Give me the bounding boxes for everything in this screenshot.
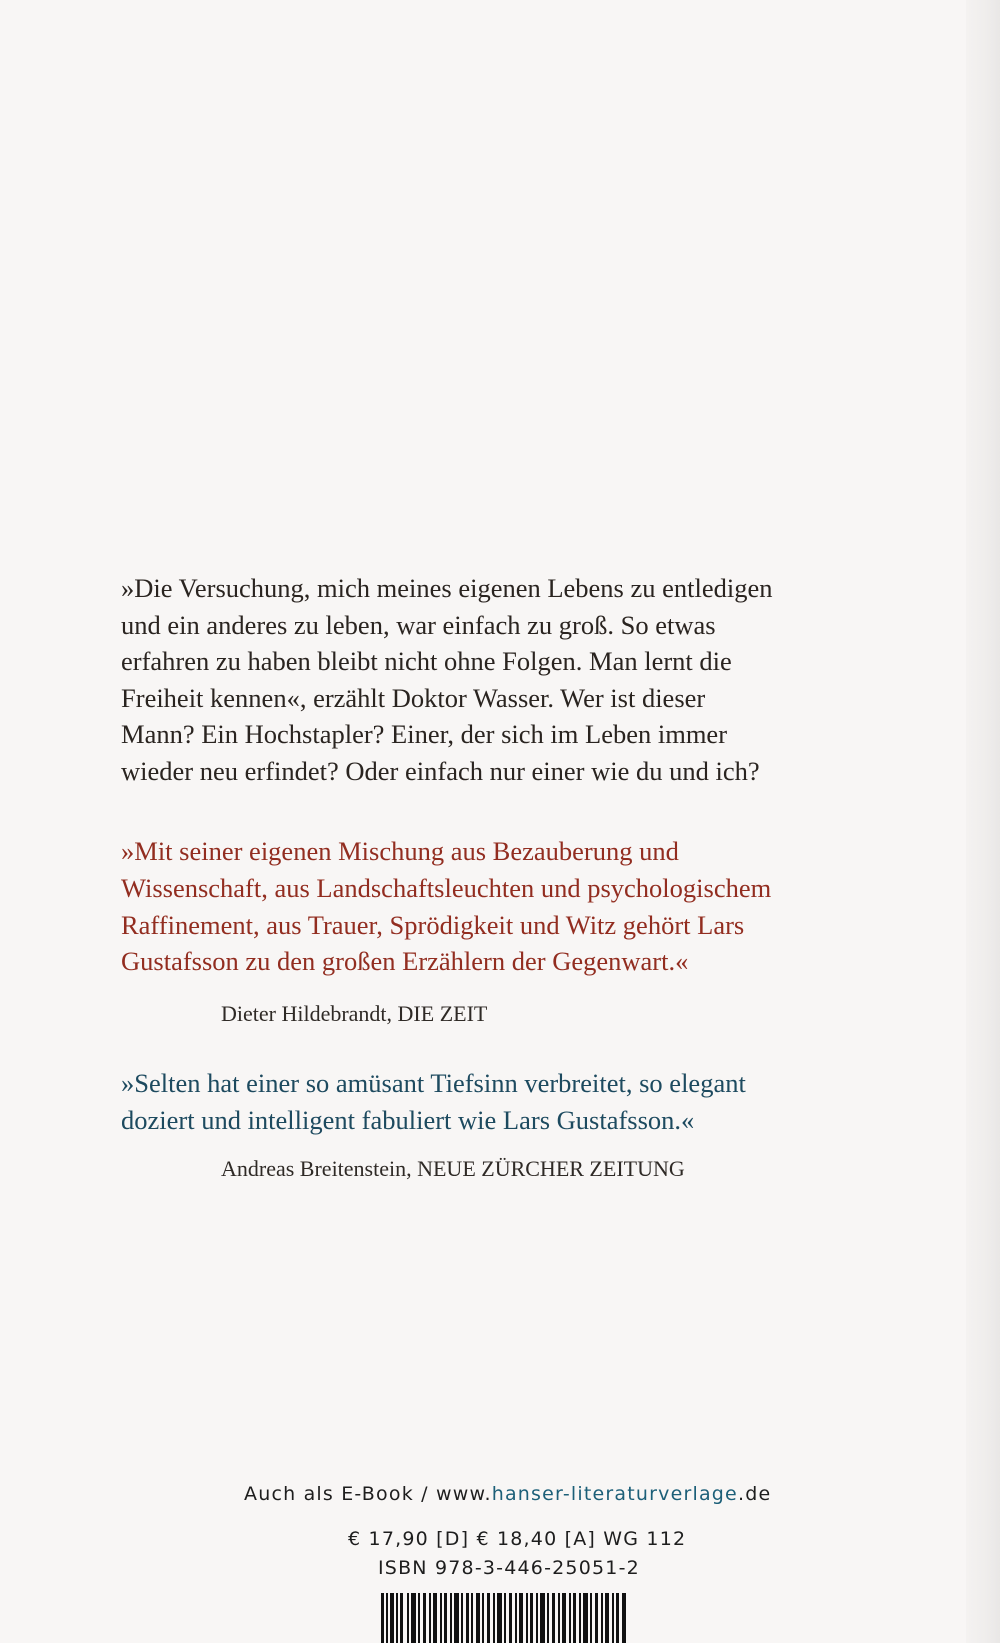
- review-line: doziert und intelligent fabuliert wie Lars Gustafsson.«: [121, 1104, 695, 1135]
- blurb-line: »Die Versuchung, mich meines eigenen Lebens zu entledigen: [121, 573, 773, 603]
- blurb-line: wieder neu erfindet? Oder einfach nur einer wie du und ich?: [121, 755, 760, 786]
- blurb-line: Mann? Ein Hochstapler? Einer, der sich im Leben immer: [121, 719, 728, 750]
- review-line: Gustafsson zu den großen Erzählern der Gegenwart.«: [121, 946, 689, 977]
- review-line: »Selten hat einer so amüsant Tiefsinn verbreitet, so elegant: [121, 1068, 746, 1098]
- review-quote-zeit: [121, 833, 921, 980]
- blurb-line: Freiheit kennen«, erzählt Doktor Wasser. Wer ist dieser: [121, 682, 706, 713]
- price-line: € 17,90 [D] € 18,40 [A] WG 112: [348, 1528, 687, 1550]
- publisher-url-domain[interactable]: hanser-literaturverlage: [491, 1483, 738, 1505]
- review-attribution-nzz: Andreas Breitenstein, NEUE ZÜRCHER ZEITUNG: [221, 1156, 685, 1181]
- review-line: Wissenschaft, aus Landschaftsleuchten und psychologischem: [121, 872, 772, 903]
- blurb-line: erfahren zu haben bleibt nicht ohne Folgen. Man lernt die: [121, 646, 732, 677]
- review-line: Raffinement, aus Trauer, Sprödigkeit und Witz gehört Lars: [121, 909, 745, 940]
- barcode-icon: [381, 1593, 627, 1643]
- review-quote-nzz: [121, 1065, 921, 1139]
- isbn-line: ISBN 978-3-446-25051-2: [378, 1557, 640, 1579]
- ebook-suffix: .de: [737, 1483, 772, 1505]
- review-attribution-zeit: Dieter Hildebrandt, DIE ZEIT: [221, 1001, 488, 1026]
- blurb-line: und ein anderes zu leben, war einfach zu groß. So etwas: [121, 609, 716, 640]
- ebook-prefix: Auch als E-Book / www.: [244, 1483, 492, 1505]
- book-blurb: [121, 570, 921, 790]
- review-line: »Mit seiner eigenen Mischung aus Bezauberung und: [121, 836, 679, 866]
- cover-edge-shadow: [966, 0, 1000, 1643]
- ebook-notice: [244, 1483, 771, 1505]
